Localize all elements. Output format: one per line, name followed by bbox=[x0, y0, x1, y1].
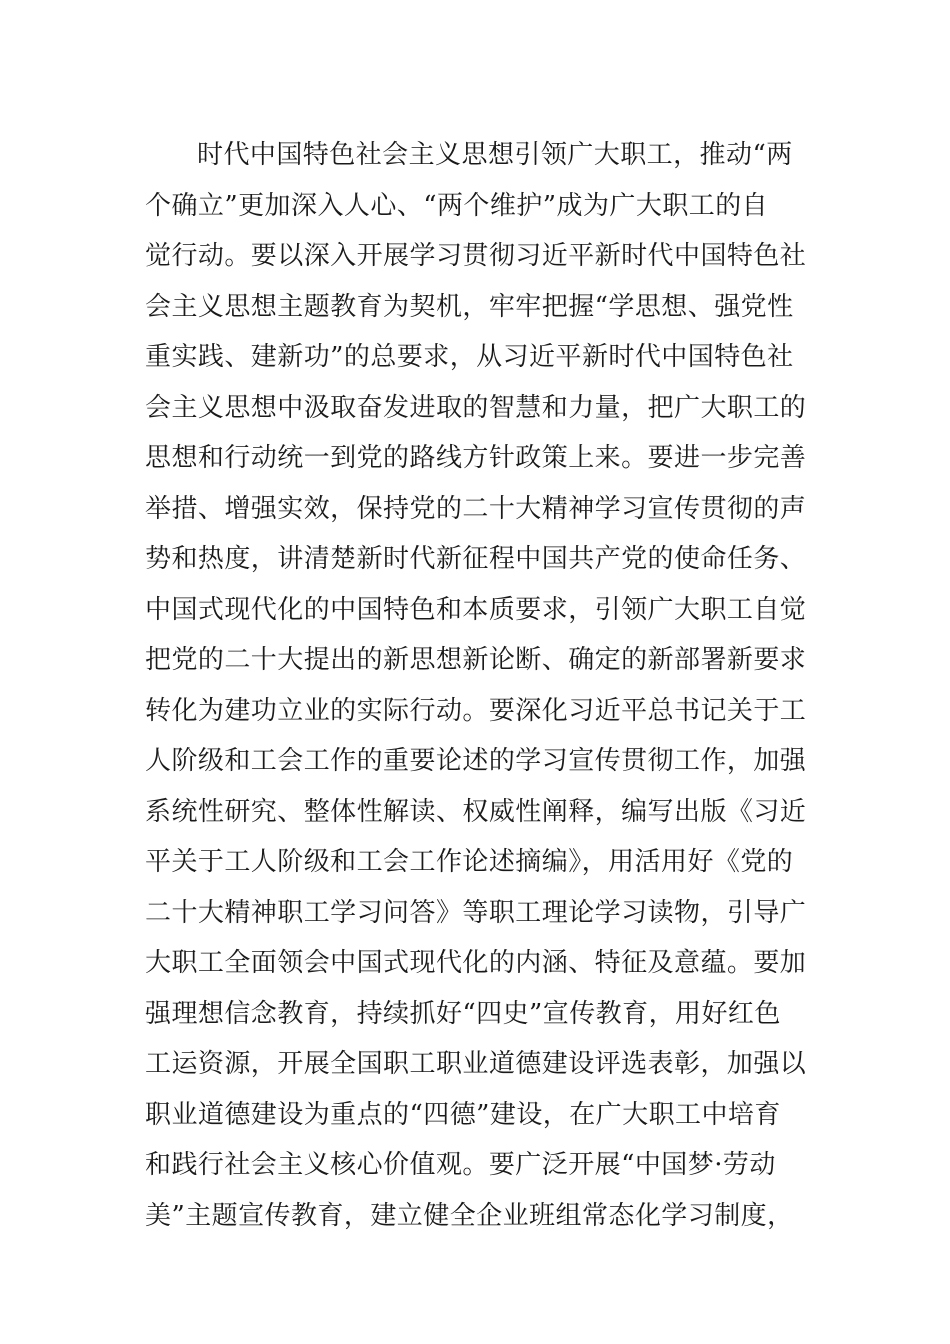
text-line: 和践行社会主义核心价值观。要广泛开展“中国梦·劳动 bbox=[145, 1150, 776, 1180]
text-line: 强理想信念教育，持续抓好“四史”宣传教育，用好红色 bbox=[145, 998, 781, 1029]
text-line: 工运资源，开展全国职工职业道德建设评选表彰，加强以 bbox=[145, 1049, 807, 1079]
text-line: 美”主题宣传教育，建立健全企业班组常态化学习制度， bbox=[145, 1200, 794, 1231]
text-line: 人阶级和工会工作的重要论述的学习宣传贯彻工作，加强 bbox=[145, 746, 807, 776]
text-line: 个确立”更加深入人心、“两个维护”成为广大职工的自 bbox=[145, 190, 769, 221]
text-line: 思想和行动统一到党的路线方针政策上来。要进一步完善 bbox=[145, 443, 807, 473]
text-line: 转化为建功立业的实际行动。要深化习近平总书记关于工 bbox=[145, 695, 807, 726]
body-paragraph bbox=[145, 130, 815, 1241]
text-line: 觉行动。要以深入开展学习贯彻习近平新时代中国特色社 bbox=[145, 241, 807, 271]
text-line: 时代中国特色社会主义思想引领广大职工，推动“两 bbox=[197, 140, 793, 170]
text-line: 平关于工人阶级和工会工作论述摘编》，用活用好《党的 bbox=[145, 847, 794, 877]
text-line: 把党的二十大提出的新思想新论断、确定的新部署新要求 bbox=[145, 645, 807, 675]
text-line: 大职工全面领会中国式现代化的内涵、特征及意蕴。要加 bbox=[145, 948, 807, 978]
text-line: 重实践、建新功”的总要求，从习近平新时代中国特色社 bbox=[145, 342, 794, 372]
text-line: 会主义思想中汲取奋发进取的智慧和力量，把广大职工的 bbox=[145, 392, 807, 423]
text-line: 职业道德建设为重点的“四德”建设，在广大职工中培育 bbox=[145, 1099, 781, 1130]
text-line: 举措、增强实效，保持党的二十大精神学习宣传贯彻的声 bbox=[145, 493, 807, 524]
text-line: 系统性研究、整体性解读、权威性阐释，编写出版《习近 bbox=[145, 796, 807, 827]
text-line: 势和热度，讲清楚新时代新征程中国共产党的使命任务、 bbox=[145, 544, 807, 574]
text-line: 会主义思想主题教育为契机，牢牢把握“学思想、强党性 bbox=[145, 291, 794, 322]
text-line: 中国式现代化的中国特色和本质要求，引领广大职工自觉 bbox=[145, 594, 807, 625]
text-line: 二十大精神职工学习问答》等职工理论学习读物，引导广 bbox=[145, 897, 807, 928]
